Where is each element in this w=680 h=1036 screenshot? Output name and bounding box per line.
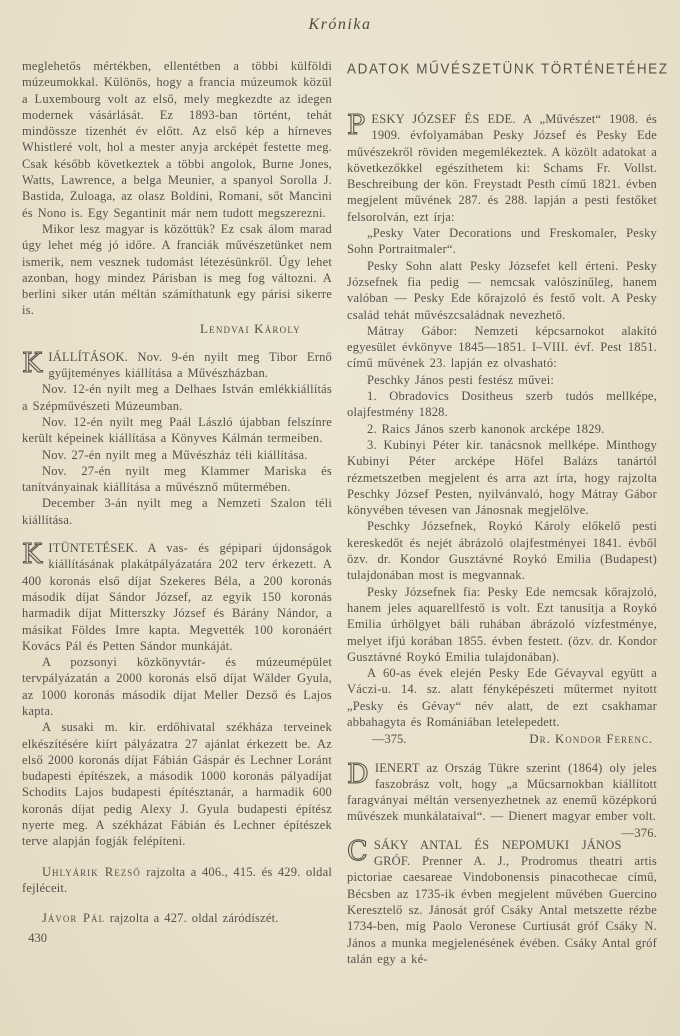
artist-name: Jávor Pál xyxy=(42,911,105,926)
section-lead-paragraph xyxy=(22,540,332,654)
dropcap-initial: K xyxy=(22,347,43,379)
news-item: Nov. 27-én nyilt meg Klammer Mariska és tanítványainak kiállítása a művésznő műtermében. xyxy=(22,463,332,495)
section-lead-text: SÁKY ANTAL ÉS NEPOMUKI JÁNOS GRÓF. Prenner A. J., Prodromus theatri artis pictoriae caesareae Vindobonensis pinacothecae című, Bécsben az 1735-ik évben megjelent művében Guercino Keresztelő sz. Jánosát gróf Csáky Antal metszette rézbe 1734-ben, míg Paolo Veronese Curtiusát gróf Csáky N. János a munka megjelenésének évében. Csáky Antal gróf talán egy a ké- xyxy=(347,837,657,966)
body-paragraph: 2. Raics János szerb kanonok arcképe 1829. xyxy=(367,421,605,436)
body-paragraph: A 60-as évek elején Pesky Ede Gévayval együtt a Váczi-u. 14. sz. alatt fényképészeti műtermet nyitott „Pesky és Gévay“ név alatt, de ezt csakhamar abbahagyta és Romániában letelepedett. xyxy=(347,666,657,729)
section-kiallitasok xyxy=(22,349,332,528)
reference-number: —375. xyxy=(372,732,407,747)
section-csaky xyxy=(347,837,657,967)
body-paragraph: Mátray Gábor: Nemzeti képcsarnokot alakító egyesület évkönyve 1845—1851. I–VIII. évf. Pest 1851. című művének 23. lapján ez olvasható: xyxy=(347,323,657,371)
credit-text: rajzolta a 427. oldal záródíszét. xyxy=(104,911,279,926)
section-lead-text: ITÜNTETÉSEK. A vas- és gépipari újdonságok kiállításának plakátpályázatára 202 terv érkezett. A 400 koronás első díjat Szekeres Béla, a 200 koronás második díjat Sándor József, az egyik 150 koronás harmadik díjat Mitterszky József és Bárány Nándor, a másikat Földes Imre kapta. Megvették 100 koronáért Kovács Pál és Petten Sándor munkáját. xyxy=(22,541,332,653)
news-item: A pozsonyi közkönyvtár- és múzeumépület tervpályázatán a 2000 koronás első díjat Wälder Gyula, az 1000 koronás második díjat Meller Dezső és Lajos kapta. xyxy=(22,655,332,718)
credit-text: rajzolta a 406., 415. és 429. oldal fejléceit. xyxy=(22,864,332,895)
news-item: Nov. 12-én nyilt meg a Delhaes István emlékkiállítás a Szépművészeti Múzeumban. xyxy=(22,382,332,413)
two-column-layout xyxy=(22,58,669,967)
artist-name: Uhlyárik Rezső xyxy=(42,864,141,879)
section-pesky xyxy=(347,111,657,748)
body-paragraph: Pesky Sohn alatt Pesky Józsefet kell érteni. Pesky Józsefnek fia pedig — nemcsak valószinűleg, hanem valóban — Pesky Ede kőrajzoló és festő volt. A Pesky család tehát művészcsaládnak nevezhető. xyxy=(347,258,657,322)
body-paragraph: 1. Obradovics Dositheus szerb tudós mellképe, olajfestmény 1828. xyxy=(347,389,657,420)
author-signature: Dr. Kondor Ferenc. xyxy=(529,732,654,747)
section-lead-paragraph xyxy=(347,111,657,225)
dropcap-initial: P xyxy=(347,110,366,141)
body-paragraph: Pesky Józsefnek fia: Pesky Ede nemcsak kőrajzoló, hanem jeles aquarellfestő is volt. Ezt tanusítja a Roykó Emilia úrhölgyet báli ruhában ábrázoló vízfestménye, melyet ifjú korában 1855. évben festett. (özv. dr. Kondor Gusztávné Roykó Emilia tulajdonában). xyxy=(347,584,657,664)
body-paragraph: 3. Kubinyi Péter kir. tanácsnok mellképe. Minthogy Kubinyi Péter arcképe Höfel Balázs tanártól rézmetszetben megjelent és arra azt írta, hogy rajzolta Peschky József Pesten, nyilvánvaló, hogy Mátray Gábor könyvében tévesen van Jánosnak megjelölve. xyxy=(347,437,657,518)
page-number: 430 xyxy=(28,930,47,945)
intro-paragraph: meglehetős mértékben, ellentétben a többi külföldi múzeumokkal. Különös, hogy a francia múzeumok közül a Luxembourg volt az első, mely megkezdte az idegen modernek vásárlását. Ez 1893-ban történt, tehát mindössze tizenhét év előtt. Az első kép a hírneves Whistleré volt, hol a mester anyja arcképét festette meg. Csak később következtek a többi angolok, Burne Jones, Watts, Lawrence, a belga Meunier, a spanyol Sorolla J. Bastida, Zuloaga, az olasz Boldini, Romani, sőt Mancini és Nono is. Egy Segantinit már nem tudott megszerezni. xyxy=(22,59,332,220)
body-paragraph: Peschky Józsefnek, Roykó Károly előkelő pesti kereskedőt és nejét ábrázoló olajfestményei 1841. évből özv. dr. Kondor Gusztávné Roykó Emilia (Budapest) tulajdonában most is megvannak. xyxy=(347,519,657,583)
article-title: ADATOK MŰVÉSZETÜNK TÖRTÉNETÉHEZ xyxy=(347,60,669,77)
article-signature-row xyxy=(347,731,657,747)
news-item: Nov. 27-én nyilt meg a Művészház téli kiállítása. xyxy=(42,447,308,462)
section-lead-paragraph xyxy=(347,837,657,967)
credit-line xyxy=(22,910,332,926)
body-paragraph: Peschky János pesti festész művei: xyxy=(367,372,555,387)
section-lead-paragraph xyxy=(347,758,657,840)
running-header: Krónika xyxy=(308,16,372,33)
intro-paragraph: Mikor lesz magyar is közöttük? Ez csak álom marad úgy lehet még jó időre. A franciák művészetünket nem ismerik, nem vesznek tudomást létezésünkről. Úgy lehet azonban, hogy mindez Párisban is meg fog változni. A berlini siker után méltán számíthatunk egy párisi sikerre is. xyxy=(22,221,332,318)
news-item: Nov. 12-én nyilt meg Paál László újabban felszínre került képeinek kiállítása a Könyves Kálmán termeiben. xyxy=(22,414,332,446)
section-dienert xyxy=(347,758,657,840)
section-lead-paragraph xyxy=(22,349,332,382)
author-signature: Lendvai Károly xyxy=(200,320,301,336)
reference-number: —376. xyxy=(621,825,657,840)
left-column xyxy=(22,58,332,967)
news-item: A susaki m. kir. erdőhivatal székháza terveinek elkészítésére kiírt pályázatra 27 ajánlat érkezett be. Az első 2000 koronás díjat Fábián Gáspár és Lechner Loránt budapesti építészek, a második 1000 koronás pályadíjat Schodits Lajos budapesti építésztanár, a harmadik 600 koronás díjat pedig Alexy J. Gyula budapesti építész nyerte meg. A székházat Fábián és Lechner építészek terve alapján fogják felépíteni. xyxy=(22,720,332,849)
right-column xyxy=(347,58,669,967)
section-lead-text: IÁLLÍTÁSOK. Nov. 9-én nyilt meg Tibor Ernő gyűjteményes kiállítása a Művészházban. xyxy=(48,349,332,381)
news-item: December 3-án nyilt meg a Nemzeti Szalon téli kiállítása. xyxy=(22,496,332,527)
section-kituntetesek xyxy=(22,540,332,850)
section-lead-text: IENERT az Ország Tükre szerint (1864) oly jeles faszobrász volt, hogy „a Műcsarnokban kiállított faragványai méltán versenyezhetnek az enemű középkorú művészek munkálataival“. — Dienert magyar ember volt. xyxy=(347,760,657,824)
body-paragraph: „Pesky Vater Decorations und Freskomaler, Pesky Sohn Portraitmaler“. xyxy=(347,226,657,257)
dropcap-initial: C xyxy=(347,835,368,867)
dropcap-initial: D xyxy=(347,758,369,790)
credit-line xyxy=(22,864,332,897)
section-lead-text: ESKY JÓZSEF ÉS EDE. A „Művészet“ 1908. és 1909. évfolyamában Pesky József és Pesky Ede művészekről röviden megemlékeztek. A közölt adatokat a következőkkel egészíthetem ki: Schams Fr. Vollst. Beschreibung der kön. Freystadt Pesth című 1821. évben megjelent művének 287. és 288. lapján a pesti festőket felsorolván, ezt írja: xyxy=(347,112,657,224)
dropcap-initial: K xyxy=(22,539,43,571)
